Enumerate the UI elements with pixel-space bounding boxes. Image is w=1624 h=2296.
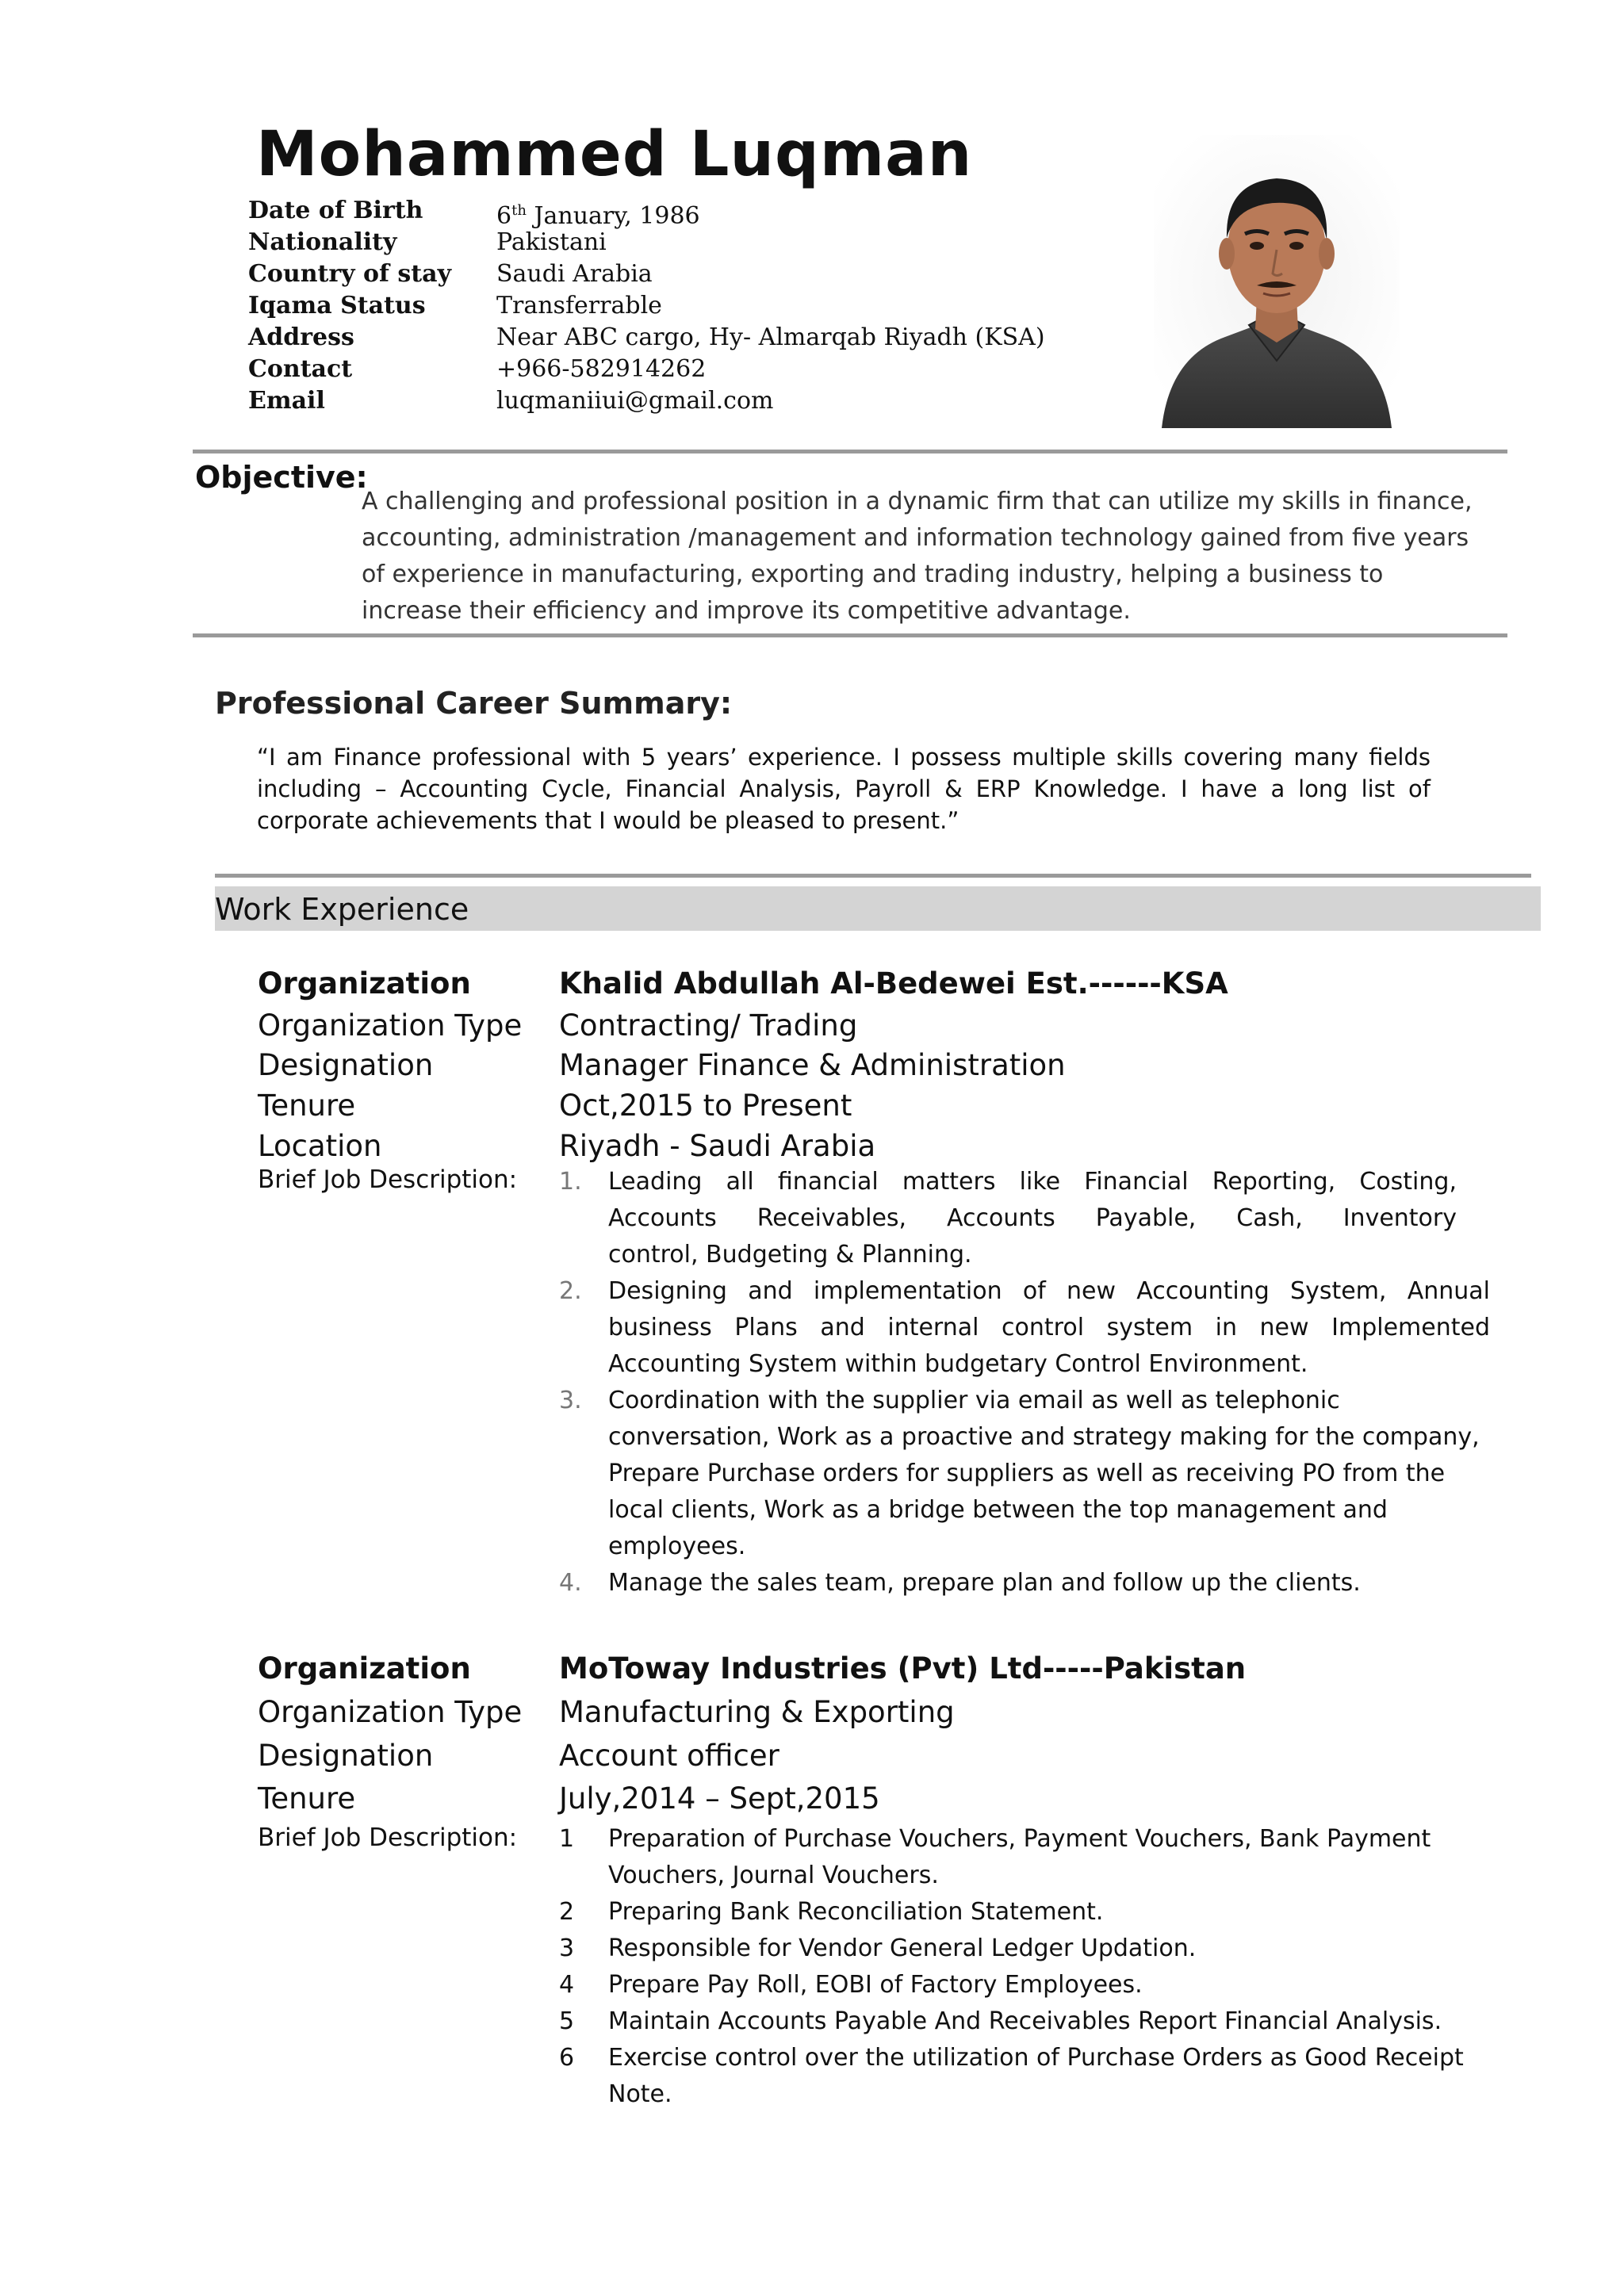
list-line: Coordination with the supplier via email as well as telephonic xyxy=(608,1387,1340,1414)
list-text xyxy=(608,1821,1511,1894)
objective-line: A challenging and professional position in a dynamic firm that can utilize my skills in finance, xyxy=(362,488,1473,515)
job1-location-value: Riyadh - Saudi Arabia xyxy=(559,1129,876,1163)
address-row xyxy=(248,322,1120,354)
address-label: Address xyxy=(248,323,354,351)
list-item xyxy=(559,1273,1495,1383)
list-number: 1 xyxy=(559,1825,575,1853)
personal-info xyxy=(248,195,1120,417)
nationality-value: Pakistani xyxy=(496,228,607,256)
list-text xyxy=(608,1383,1495,1565)
contact-row xyxy=(248,354,1120,385)
job2-designation-label: Designation xyxy=(258,1739,434,1773)
job1-designation-value: Manager Finance & Administration xyxy=(559,1048,1066,1082)
list-item xyxy=(559,1967,1511,2003)
contact-label: Contact xyxy=(248,355,353,383)
list-item xyxy=(559,1164,1495,1273)
objective-line: accounting, administration /management and information technology gained from five years xyxy=(362,524,1469,552)
iqama-row xyxy=(248,290,1120,322)
divider-top xyxy=(193,450,1507,453)
objective-text xyxy=(362,484,1511,629)
list-line: Accounts Receivables, Accounts Payable, Cash, Inventory xyxy=(608,1204,1457,1232)
address-value: Near ABC cargo, Hy- Almarqab Riyadh (KSA) xyxy=(496,323,1045,351)
job2-designation-value: Account officer xyxy=(559,1739,779,1773)
list-line: business Plans and internal control system in new Implemented xyxy=(608,1314,1490,1341)
list-text xyxy=(608,1273,1495,1383)
list-item xyxy=(559,2040,1511,2113)
job2-org-value: MoToway Industries (Pvt) Ltd-----Pakistan xyxy=(559,1651,1247,1686)
profile-photo xyxy=(1154,135,1400,428)
job2-org-label: Organization xyxy=(258,1651,471,1686)
job1-type-label: Organization Type xyxy=(258,1008,523,1043)
list-line: control, Budgeting & Planning. xyxy=(608,1241,972,1269)
job2-type-value: Manufacturing & Exporting xyxy=(559,1695,955,1729)
list-item xyxy=(559,1894,1511,1931)
job1-designation-label: Designation xyxy=(258,1048,434,1082)
divider-objective xyxy=(193,633,1507,637)
list-text xyxy=(608,2003,1511,2040)
job2-brief-label: Brief Job Description: xyxy=(258,1823,518,1852)
list-number: 3. xyxy=(559,1387,582,1414)
job1-tenure-label: Tenure xyxy=(258,1089,356,1123)
list-text xyxy=(608,1565,1495,1601)
list-line: Responsible for Vendor General Ledger Updation. xyxy=(608,1934,1197,1962)
list-text xyxy=(608,2040,1511,2113)
list-line: Manage the sales team, prepare plan and follow up the clients. xyxy=(608,1569,1361,1597)
job1-type-value: Contracting/ Trading xyxy=(559,1008,858,1043)
nationality-label: Nationality xyxy=(248,228,397,256)
country-row xyxy=(248,258,1120,290)
objective-title: Objective: xyxy=(195,460,368,495)
list-text xyxy=(608,1164,1495,1273)
list-item xyxy=(559,1565,1495,1601)
work-experience-title: Work Experience xyxy=(215,892,469,927)
list-line: local clients, Work as a bridge between the top management and xyxy=(608,1496,1388,1524)
list-number: 2. xyxy=(559,1277,582,1305)
objective-line: increase their efficiency and improve its competitive advantage. xyxy=(362,597,1131,625)
contact-value: +966-582914262 xyxy=(496,355,707,383)
list-line: conversation, Work as a proactive and strategy making for the company, xyxy=(608,1423,1480,1451)
list-number: 3 xyxy=(559,1934,575,1962)
list-item xyxy=(559,1821,1511,1894)
iqama-value: Transferrable xyxy=(496,292,662,320)
iqama-label: Iqama Status xyxy=(248,292,426,320)
dob-row xyxy=(248,195,1120,230)
list-item xyxy=(559,2003,1511,2040)
career-summary-title: Professional Career Summary: xyxy=(215,686,733,721)
job1-org-value: Khalid Abdullah Al-Bedewei Est.------KSA xyxy=(559,966,1228,1001)
list-item xyxy=(559,1383,1495,1565)
list-number: 4 xyxy=(559,1971,575,1999)
job1-duties-list xyxy=(559,1164,1495,1601)
list-line: Leading all financial matters like Financial Reporting, Costing, xyxy=(608,1168,1457,1196)
job2-type-label: Organization Type xyxy=(258,1695,523,1729)
dob-label: Date of Birth xyxy=(248,197,423,224)
list-line: Preparing Bank Reconciliation Statement. xyxy=(608,1898,1104,1926)
job2-tenure-label: Tenure xyxy=(258,1781,356,1816)
candidate-name: Mohammed Luqman xyxy=(256,119,973,190)
list-line: Exercise control over the utilization of Purchase Orders as Good Receipt xyxy=(608,2044,1464,2072)
country-label: Country of stay xyxy=(248,260,452,288)
job2-details xyxy=(0,1649,1624,1823)
country-value: Saudi Arabia xyxy=(496,260,653,288)
dob-day: 6 xyxy=(496,202,512,230)
list-line: employees. xyxy=(608,1533,746,1560)
list-text xyxy=(608,1967,1511,2003)
job1-location-label: Location xyxy=(258,1129,382,1163)
list-number: 4. xyxy=(559,1569,582,1597)
list-number: 6 xyxy=(559,2044,575,2072)
list-text xyxy=(608,1894,1511,1931)
career-summary-text: “I am Finance professional with 5 years’ experience. I possess multiple skills covering many fields including – Accounting Cycle, Financial Analysis, Payroll & ERP Knowledge. I have a long list of corporate achievements that I would be pleased to present.” xyxy=(257,744,1431,834)
list-line: Preparation of Purchase Vouchers, Payment Vouchers, Bank Payment xyxy=(608,1825,1431,1853)
job1-org-label: Organization xyxy=(258,966,471,1001)
list-number: 5 xyxy=(559,2007,575,2035)
email-row xyxy=(248,385,1120,417)
job2-duties-list xyxy=(559,1821,1511,2113)
nationality-row xyxy=(248,227,1120,258)
list-line: Prepare Pay Roll, EOBI of Factory Employees. xyxy=(608,1971,1143,1999)
job1-brief-label: Brief Job Description: xyxy=(258,1165,518,1194)
email-label: Email xyxy=(248,387,325,415)
objective-line: of experience in manufacturing, exporting and trading industry, helping a business to xyxy=(362,561,1384,588)
list-item xyxy=(559,1931,1511,1967)
list-number: 1. xyxy=(559,1168,582,1196)
list-line: Maintain Accounts Payable And Receivables Report Financial Analysis. xyxy=(608,2007,1442,2035)
dob-rest: January, 1986 xyxy=(526,202,700,230)
dob-suffix: th xyxy=(511,202,527,219)
list-line: Vouchers, Journal Vouchers. xyxy=(608,1862,939,1889)
list-line: Note. xyxy=(608,2080,672,2108)
list-line: Accounting System within budgetary Control Environment. xyxy=(608,1350,1308,1378)
job2-tenure-value: July,2014 – Sept,2015 xyxy=(559,1781,880,1816)
job1-details xyxy=(0,964,1624,1170)
list-line: Designing and implementation of new Accounting System, Annual xyxy=(608,1277,1490,1305)
list-number: 2 xyxy=(559,1898,575,1926)
list-line: Prepare Purchase orders for suppliers as well as receiving PO from the xyxy=(608,1460,1446,1487)
list-text xyxy=(608,1931,1511,1967)
divider-work xyxy=(215,874,1531,878)
dob-value xyxy=(496,195,700,230)
job1-tenure-value: Oct,2015 to Present xyxy=(559,1089,852,1123)
email-value: luqmaniiui@gmail.com xyxy=(496,387,774,415)
